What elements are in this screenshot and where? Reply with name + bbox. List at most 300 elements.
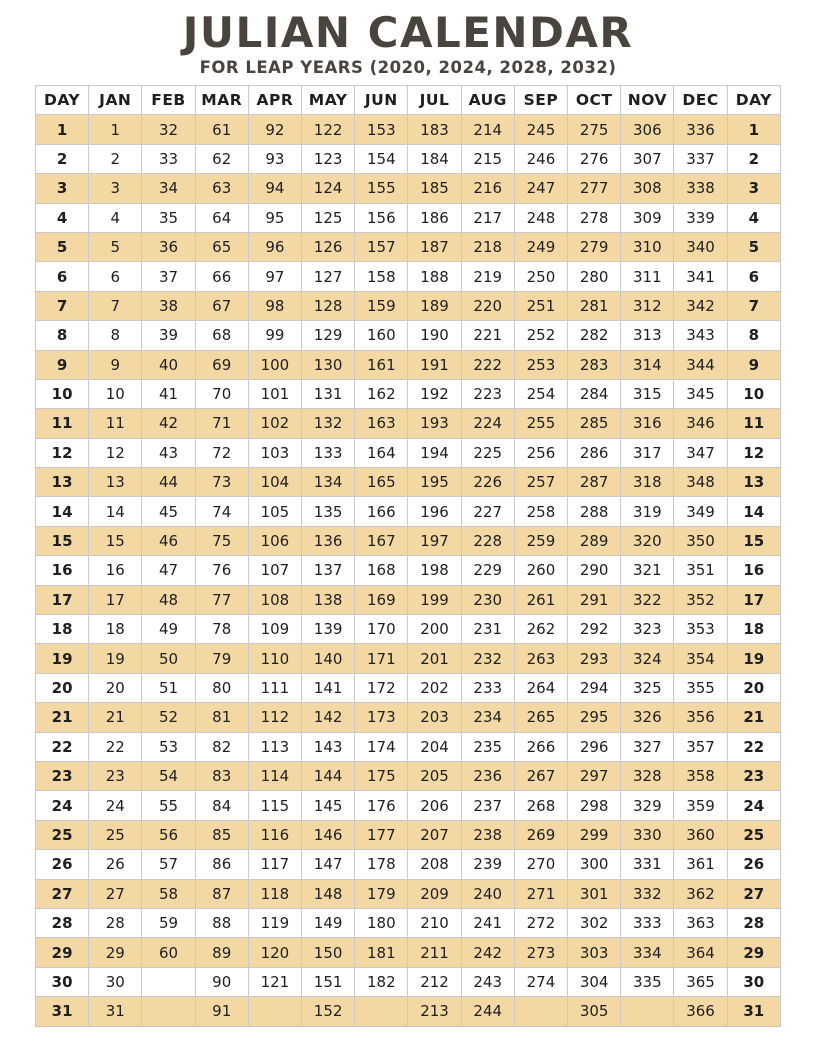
value-cell: 351 [674,556,727,585]
value-cell: 273 [514,938,567,967]
value-cell: 192 [408,379,461,408]
value-cell: 342 [674,291,727,320]
header-cell-day: DAY [727,86,780,115]
value-cell: 364 [674,938,727,967]
value-cell: 313 [621,321,674,350]
value-cell: 333 [621,908,674,937]
value-cell: 166 [355,497,408,526]
value-cell: 345 [674,379,727,408]
value-cell: 90 [195,967,248,996]
value-cell: 193 [408,409,461,438]
value-cell: 191 [408,350,461,379]
value-cell: 8 [89,321,142,350]
value-cell: 31 [89,997,142,1026]
value-cell: 304 [568,967,621,996]
value-cell: 259 [514,526,567,555]
day-cell: 22 [36,732,89,761]
value-cell: 328 [621,761,674,790]
value-cell: 223 [461,379,514,408]
value-cell: 334 [621,938,674,967]
value-cell: 353 [674,615,727,644]
value-cell: 127 [302,262,355,291]
value-cell: 114 [248,761,301,790]
value-cell: 104 [248,468,301,497]
day-cell: 3 [727,174,780,203]
value-cell: 199 [408,585,461,614]
value-cell: 260 [514,556,567,585]
value-cell: 95 [248,203,301,232]
table-row [36,615,781,644]
value-cell: 58 [142,879,195,908]
value-cell: 339 [674,203,727,232]
value-cell: 285 [568,409,621,438]
value-cell: 21 [89,703,142,732]
value-cell: 138 [302,585,355,614]
value-cell: 72 [195,438,248,467]
value-cell: 148 [302,879,355,908]
value-cell: 337 [674,144,727,173]
value-cell: 240 [461,879,514,908]
value-cell: 55 [142,791,195,820]
value-cell: 11 [89,409,142,438]
value-cell: 275 [568,115,621,144]
value-cell: 255 [514,409,567,438]
value-cell: 300 [568,850,621,879]
day-cell: 10 [36,379,89,408]
value-cell: 303 [568,938,621,967]
day-cell: 30 [727,967,780,996]
value-cell: 362 [674,879,727,908]
value-cell: 347 [674,438,727,467]
value-cell: 159 [355,291,408,320]
value-cell: 289 [568,526,621,555]
value-cell: 233 [461,673,514,702]
header-cell-jan: JAN [89,86,142,115]
day-cell: 3 [36,174,89,203]
value-cell: 227 [461,497,514,526]
value-cell: 52 [142,703,195,732]
value-cell: 348 [674,468,727,497]
value-cell: 218 [461,232,514,261]
value-cell: 16 [89,556,142,585]
value-cell: 32 [142,115,195,144]
value-cell: 301 [568,879,621,908]
value-cell: 181 [355,938,408,967]
value-cell: 265 [514,703,567,732]
value-cell: 6 [89,262,142,291]
value-cell: 270 [514,850,567,879]
day-cell: 18 [727,615,780,644]
value-cell: 338 [674,174,727,203]
day-cell: 4 [727,203,780,232]
value-cell: 83 [195,761,248,790]
value-cell: 257 [514,468,567,497]
day-cell: 5 [727,232,780,261]
day-cell: 28 [727,908,780,937]
value-cell [248,997,301,1026]
value-cell: 286 [568,438,621,467]
value-cell: 358 [674,761,727,790]
value-cell: 343 [674,321,727,350]
value-cell: 41 [142,379,195,408]
value-cell: 231 [461,615,514,644]
value-cell: 80 [195,673,248,702]
value-cell: 154 [355,144,408,173]
value-cell: 269 [514,820,567,849]
value-cell: 235 [461,732,514,761]
value-cell: 132 [302,409,355,438]
value-cell [621,997,674,1026]
value-cell: 89 [195,938,248,967]
value-cell: 311 [621,262,674,291]
value-cell: 302 [568,908,621,937]
day-cell: 25 [727,820,780,849]
value-cell: 77 [195,585,248,614]
value-cell: 184 [408,144,461,173]
value-cell: 332 [621,879,674,908]
value-cell: 86 [195,850,248,879]
day-cell: 17 [727,585,780,614]
header-cell-dec: DEC [674,86,727,115]
value-cell: 136 [302,526,355,555]
calendar-body [36,115,781,1026]
value-cell: 18 [89,615,142,644]
day-cell: 23 [36,761,89,790]
value-cell: 209 [408,879,461,908]
value-cell [355,997,408,1026]
value-cell: 147 [302,850,355,879]
table-row [36,761,781,790]
day-cell: 20 [36,673,89,702]
value-cell: 150 [302,938,355,967]
day-cell: 8 [36,321,89,350]
value-cell: 197 [408,526,461,555]
value-cell: 35 [142,203,195,232]
value-cell: 238 [461,820,514,849]
value-cell: 253 [514,350,567,379]
page-subtitle: FOR LEAP YEARS (2020, 2024, 2028, 2032) [199,58,617,77]
value-cell: 211 [408,938,461,967]
value-cell: 182 [355,967,408,996]
value-cell: 254 [514,379,567,408]
day-cell: 12 [727,438,780,467]
value-cell: 2 [89,144,142,173]
header-cell-day: DAY [36,86,89,115]
value-cell: 323 [621,615,674,644]
value-cell: 126 [302,232,355,261]
value-cell: 169 [355,585,408,614]
value-cell: 19 [89,644,142,673]
value-cell: 201 [408,644,461,673]
value-cell: 47 [142,556,195,585]
value-cell: 308 [621,174,674,203]
value-cell: 310 [621,232,674,261]
header-cell-nov: NOV [621,86,674,115]
value-cell: 96 [248,232,301,261]
value-cell: 335 [621,967,674,996]
value-cell: 176 [355,791,408,820]
value-cell: 62 [195,144,248,173]
day-cell: 10 [727,379,780,408]
value-cell: 312 [621,291,674,320]
value-cell: 237 [461,791,514,820]
day-cell: 7 [727,291,780,320]
day-cell: 14 [36,497,89,526]
value-cell: 145 [302,791,355,820]
value-cell: 79 [195,644,248,673]
value-cell: 23 [89,761,142,790]
day-cell: 12 [36,438,89,467]
value-cell: 327 [621,732,674,761]
value-cell: 355 [674,673,727,702]
value-cell: 277 [568,174,621,203]
value-cell: 287 [568,468,621,497]
value-cell [142,997,195,1026]
value-cell: 49 [142,615,195,644]
value-cell: 281 [568,291,621,320]
day-cell: 9 [36,350,89,379]
value-cell: 320 [621,526,674,555]
value-cell: 245 [514,115,567,144]
value-cell: 325 [621,673,674,702]
value-cell: 321 [621,556,674,585]
value-cell: 194 [408,438,461,467]
day-cell: 8 [727,321,780,350]
table-row [36,820,781,849]
value-cell: 189 [408,291,461,320]
value-cell: 268 [514,791,567,820]
value-cell: 296 [568,732,621,761]
value-cell: 146 [302,820,355,849]
value-cell: 97 [248,262,301,291]
value-cell: 359 [674,791,727,820]
value-cell: 198 [408,556,461,585]
value-cell: 204 [408,732,461,761]
value-cell: 195 [408,468,461,497]
value-cell: 298 [568,791,621,820]
value-cell: 99 [248,321,301,350]
value-cell: 305 [568,997,621,1026]
header-cell-sep: SEP [514,86,567,115]
value-cell: 14 [89,497,142,526]
value-cell: 344 [674,350,727,379]
value-cell: 162 [355,379,408,408]
value-cell: 158 [355,262,408,291]
value-cell: 115 [248,791,301,820]
value-cell: 91 [195,997,248,1026]
value-cell: 299 [568,820,621,849]
value-cell: 214 [461,115,514,144]
value-cell: 135 [302,497,355,526]
table-row [36,585,781,614]
value-cell: 354 [674,644,727,673]
day-cell: 2 [36,144,89,173]
value-cell: 213 [408,997,461,1026]
table-row [36,262,781,291]
value-cell: 25 [89,820,142,849]
table-row [36,438,781,467]
header-cell-may: MAY [302,86,355,115]
value-cell: 131 [302,379,355,408]
value-cell: 29 [89,938,142,967]
value-cell: 163 [355,409,408,438]
value-cell: 203 [408,703,461,732]
value-cell: 365 [674,967,727,996]
value-cell: 143 [302,732,355,761]
table-row [36,291,781,320]
value-cell: 85 [195,820,248,849]
value-cell: 33 [142,144,195,173]
value-cell: 102 [248,409,301,438]
value-cell: 294 [568,673,621,702]
day-cell: 7 [36,291,89,320]
table-row [36,232,781,261]
value-cell: 208 [408,850,461,879]
value-cell: 156 [355,203,408,232]
table-row [36,850,781,879]
value-cell: 263 [514,644,567,673]
value-cell: 174 [355,732,408,761]
value-cell: 112 [248,703,301,732]
value-cell: 73 [195,468,248,497]
value-cell: 53 [142,732,195,761]
table-row [36,997,781,1026]
value-cell: 290 [568,556,621,585]
value-cell: 42 [142,409,195,438]
value-cell: 315 [621,379,674,408]
table-row [36,938,781,967]
value-cell: 105 [248,497,301,526]
table-row [36,526,781,555]
value-cell: 1 [89,115,142,144]
value-cell: 241 [461,908,514,937]
header-cell-jul: JUL [408,86,461,115]
value-cell: 175 [355,761,408,790]
value-cell: 202 [408,673,461,702]
value-cell: 38 [142,291,195,320]
table-row [36,732,781,761]
value-cell: 94 [248,174,301,203]
value-cell: 133 [302,438,355,467]
table-row [36,703,781,732]
value-cell: 92 [248,115,301,144]
day-cell: 26 [36,850,89,879]
value-cell: 74 [195,497,248,526]
header-cell-feb: FEB [142,86,195,115]
header-cell-aug: AUG [461,86,514,115]
day-cell: 19 [727,644,780,673]
value-cell: 50 [142,644,195,673]
day-cell: 24 [36,791,89,820]
value-cell: 322 [621,585,674,614]
value-cell: 297 [568,761,621,790]
value-cell: 278 [568,203,621,232]
value-cell: 107 [248,556,301,585]
value-cell: 356 [674,703,727,732]
day-cell: 1 [36,115,89,144]
value-cell: 65 [195,232,248,261]
value-cell: 282 [568,321,621,350]
value-cell: 76 [195,556,248,585]
value-cell: 68 [195,321,248,350]
julian-calendar-table [35,85,781,1027]
value-cell: 46 [142,526,195,555]
value-cell: 249 [514,232,567,261]
value-cell: 346 [674,409,727,438]
day-cell: 15 [36,526,89,555]
value-cell: 66 [195,262,248,291]
value-cell: 61 [195,115,248,144]
value-cell: 7 [89,291,142,320]
day-cell: 29 [36,938,89,967]
value-cell: 288 [568,497,621,526]
value-cell: 250 [514,262,567,291]
day-cell: 9 [727,350,780,379]
value-cell: 318 [621,468,674,497]
value-cell: 87 [195,879,248,908]
day-cell: 22 [727,732,780,761]
value-cell: 185 [408,174,461,203]
value-cell: 140 [302,644,355,673]
table-row [36,967,781,996]
value-cell: 64 [195,203,248,232]
day-cell: 24 [727,791,780,820]
value-cell: 151 [302,967,355,996]
value-cell: 48 [142,585,195,614]
value-cell: 13 [89,468,142,497]
value-cell: 307 [621,144,674,173]
day-cell: 11 [727,409,780,438]
day-cell: 31 [36,997,89,1026]
value-cell: 236 [461,761,514,790]
value-cell: 123 [302,144,355,173]
table-row [36,673,781,702]
day-cell: 19 [36,644,89,673]
value-cell: 179 [355,879,408,908]
value-cell: 153 [355,115,408,144]
value-cell: 75 [195,526,248,555]
day-cell: 5 [36,232,89,261]
value-cell: 251 [514,291,567,320]
value-cell: 196 [408,497,461,526]
value-cell: 139 [302,615,355,644]
table-row [36,497,781,526]
value-cell: 183 [408,115,461,144]
value-cell: 340 [674,232,727,261]
value-cell: 101 [248,379,301,408]
value-cell: 224 [461,409,514,438]
value-cell: 170 [355,615,408,644]
value-cell: 242 [461,938,514,967]
page-title: JULIAN CALENDAR [182,8,634,57]
value-cell: 306 [621,115,674,144]
value-cell: 103 [248,438,301,467]
value-cell: 165 [355,468,408,497]
day-cell: 30 [36,967,89,996]
value-cell: 44 [142,468,195,497]
day-cell: 17 [36,585,89,614]
day-cell: 16 [36,556,89,585]
value-cell: 248 [514,203,567,232]
value-cell: 190 [408,321,461,350]
value-cell: 279 [568,232,621,261]
value-cell: 280 [568,262,621,291]
value-cell: 45 [142,497,195,526]
value-cell: 70 [195,379,248,408]
calendar-header [0,0,816,78]
value-cell: 221 [461,321,514,350]
value-cell: 82 [195,732,248,761]
